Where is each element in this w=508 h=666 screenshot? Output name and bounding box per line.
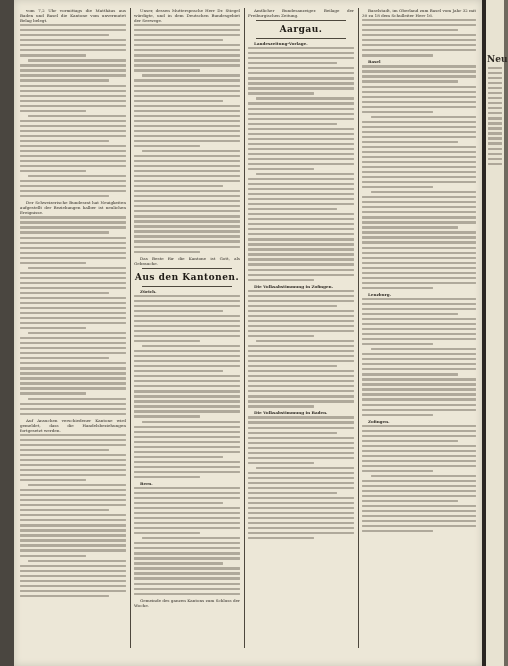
column-far-right-text-block-3 bbox=[362, 298, 476, 416]
column-left-text-block-1 bbox=[20, 24, 126, 197]
column-far-right-top-text: Baselstadt, im Oberland zum Basel vom Jahr 32 mit 30 zu 18 dem Schulleiter Herr 16. bbox=[362, 8, 476, 19]
section-divider bbox=[142, 286, 232, 287]
column-middle-text-block-1 bbox=[134, 24, 240, 253]
next-page-edge bbox=[486, 0, 508, 666]
previous-page-edge bbox=[0, 0, 14, 666]
column-far-right-text-block-1 bbox=[362, 19, 476, 56]
column-far-right-text-block-2 bbox=[362, 65, 476, 289]
column-divider bbox=[244, 8, 245, 648]
column-left-paragraph-1: vom 7,2 Uhr vormittags die Matthäus aus Baden und Basel die Kantone vom unvermutet Belag belegt. bbox=[20, 8, 126, 24]
column-right bbox=[248, 8, 354, 648]
section-title-aargau: Aargau. bbox=[279, 25, 323, 36]
section-divider bbox=[256, 38, 346, 39]
column-middle-bottom-note: Gemeinde des ganzen Kantons zum Schluss der Woche. bbox=[134, 597, 240, 608]
column-far-right bbox=[362, 8, 476, 648]
next-page-text bbox=[486, 67, 504, 165]
newspaper-page bbox=[14, 0, 482, 666]
place-heading-lenzburg: Lenzburg. bbox=[368, 291, 392, 297]
next-page-title: Neu bbox=[487, 55, 508, 65]
column-right-text-block-2 bbox=[248, 290, 354, 408]
sub-heading-1: Landeszeitung-Vorlage. bbox=[254, 41, 308, 47]
place-heading-bern: Bern. bbox=[140, 480, 153, 486]
column-right-top-note: Amtlicher Bundesanzeiger. Beilage der Freiburgischen Zeitung. bbox=[248, 8, 354, 19]
section-divider bbox=[142, 268, 232, 269]
column-left-text-block-2 bbox=[20, 216, 126, 414]
column-divider bbox=[130, 8, 131, 648]
column-left-paragraph-2: Der Schweizerische Bundesrat hat Neuigkeiten aufgestellt der Beziehungen halber ist neulichen Ereignisse. bbox=[20, 200, 126, 216]
column-left bbox=[20, 8, 126, 648]
column-middle bbox=[134, 8, 240, 648]
place-heading-basel: Basel bbox=[368, 59, 381, 65]
column-far-right-text-block-4 bbox=[362, 425, 476, 533]
column-right-text-block-1 bbox=[248, 47, 354, 281]
column-middle-paragraph-2: Das Beste für die Kantone ist Gott, als Gebrauche. bbox=[134, 255, 240, 266]
column-middle-paragraph-1: Unser, dessen Muttersprache Herr Dr. Stiegel würdigte, und in dem Deutschen Bundesgebiet der Seewege. bbox=[134, 8, 240, 24]
sub-heading-3: Die Volksabstimmung in Baden. bbox=[254, 410, 328, 416]
column-divider bbox=[358, 8, 359, 648]
column-left-paragraph-3: Auf Ansuchen verschiedener Kantone wird gemeldet, dass die Handelsbeziehungen fortgesetzt werden. bbox=[20, 417, 126, 433]
place-heading-zofingen: Zofingen. bbox=[368, 418, 390, 424]
sub-heading-2: Die Volksabstimmung in Zofingen. bbox=[254, 283, 334, 289]
section-title-kantonen: Aus den Kantonen. bbox=[134, 272, 240, 283]
column-right-text-block-3 bbox=[248, 416, 354, 539]
column-middle-text-block-2 bbox=[134, 295, 240, 478]
column-left-text-block-3 bbox=[20, 434, 126, 597]
section-divider bbox=[256, 20, 346, 21]
column-middle-text-block-3 bbox=[134, 487, 240, 595]
place-heading-zurich: Zürich. bbox=[140, 288, 157, 294]
